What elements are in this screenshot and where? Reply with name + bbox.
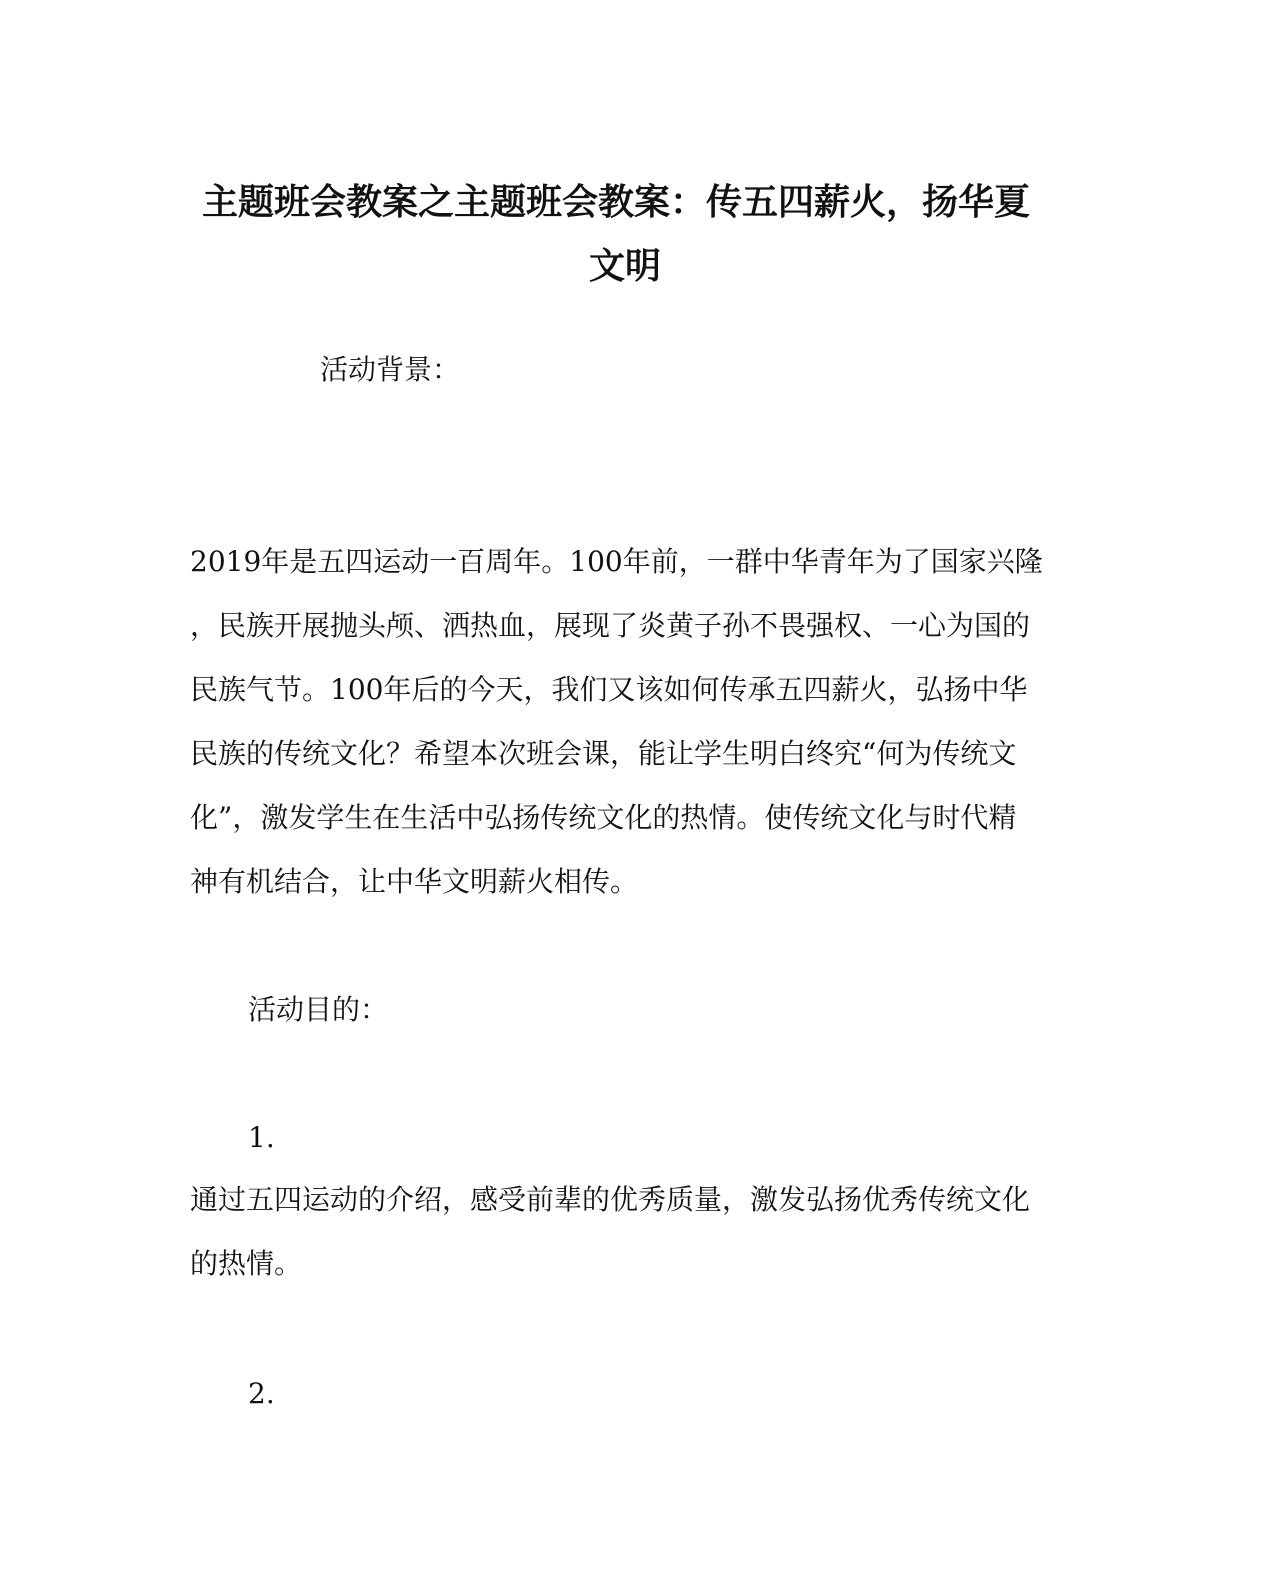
section-label-purpose: 活动目的： bbox=[248, 993, 389, 1026]
section-label-background: 活动背景： bbox=[320, 353, 461, 386]
list-item-number-1: 1. bbox=[248, 1121, 275, 1154]
title-line-2: 文明 bbox=[588, 245, 661, 287]
paragraph-line: 民族的传统文化？希望本次班会课，能让学生明白终究“何为传统文 bbox=[190, 737, 1017, 770]
title-line-1: 主题班会教案之主题班会教案：传五四薪火，扬华夏 bbox=[202, 181, 1031, 223]
paragraph-line: 的热情。 bbox=[190, 1247, 303, 1280]
background-paragraph bbox=[190, 530, 1070, 914]
paragraph-line: 神有机结合，让中华文明薪火相传。 bbox=[190, 865, 639, 898]
paragraph-line: 化”，激发学生在生活中弘扬传统文化的热情。使传统文化与时代精 bbox=[190, 801, 1017, 834]
list-item-1-text bbox=[190, 1168, 1070, 1296]
paragraph-line: ，民族开展抛头颅、洒热血，展现了炎黄子孙不畏强权、一心为国的 bbox=[190, 609, 1031, 642]
paragraph-line: 通过五四运动的介绍，感受前辈的优秀质量，激发弘扬优秀传统文化 bbox=[190, 1183, 1031, 1216]
paragraph-line: 民族气节。100年后的今天，我们又该如何传承五四薪火，弘扬中华 bbox=[190, 673, 1028, 706]
document-title bbox=[190, 170, 1060, 298]
paragraph-line: 2019年是五四运动一百周年。100年前，一群中华青年为了国家兴隆 bbox=[190, 545, 1043, 578]
list-item-number-2: 2. bbox=[248, 1377, 275, 1410]
